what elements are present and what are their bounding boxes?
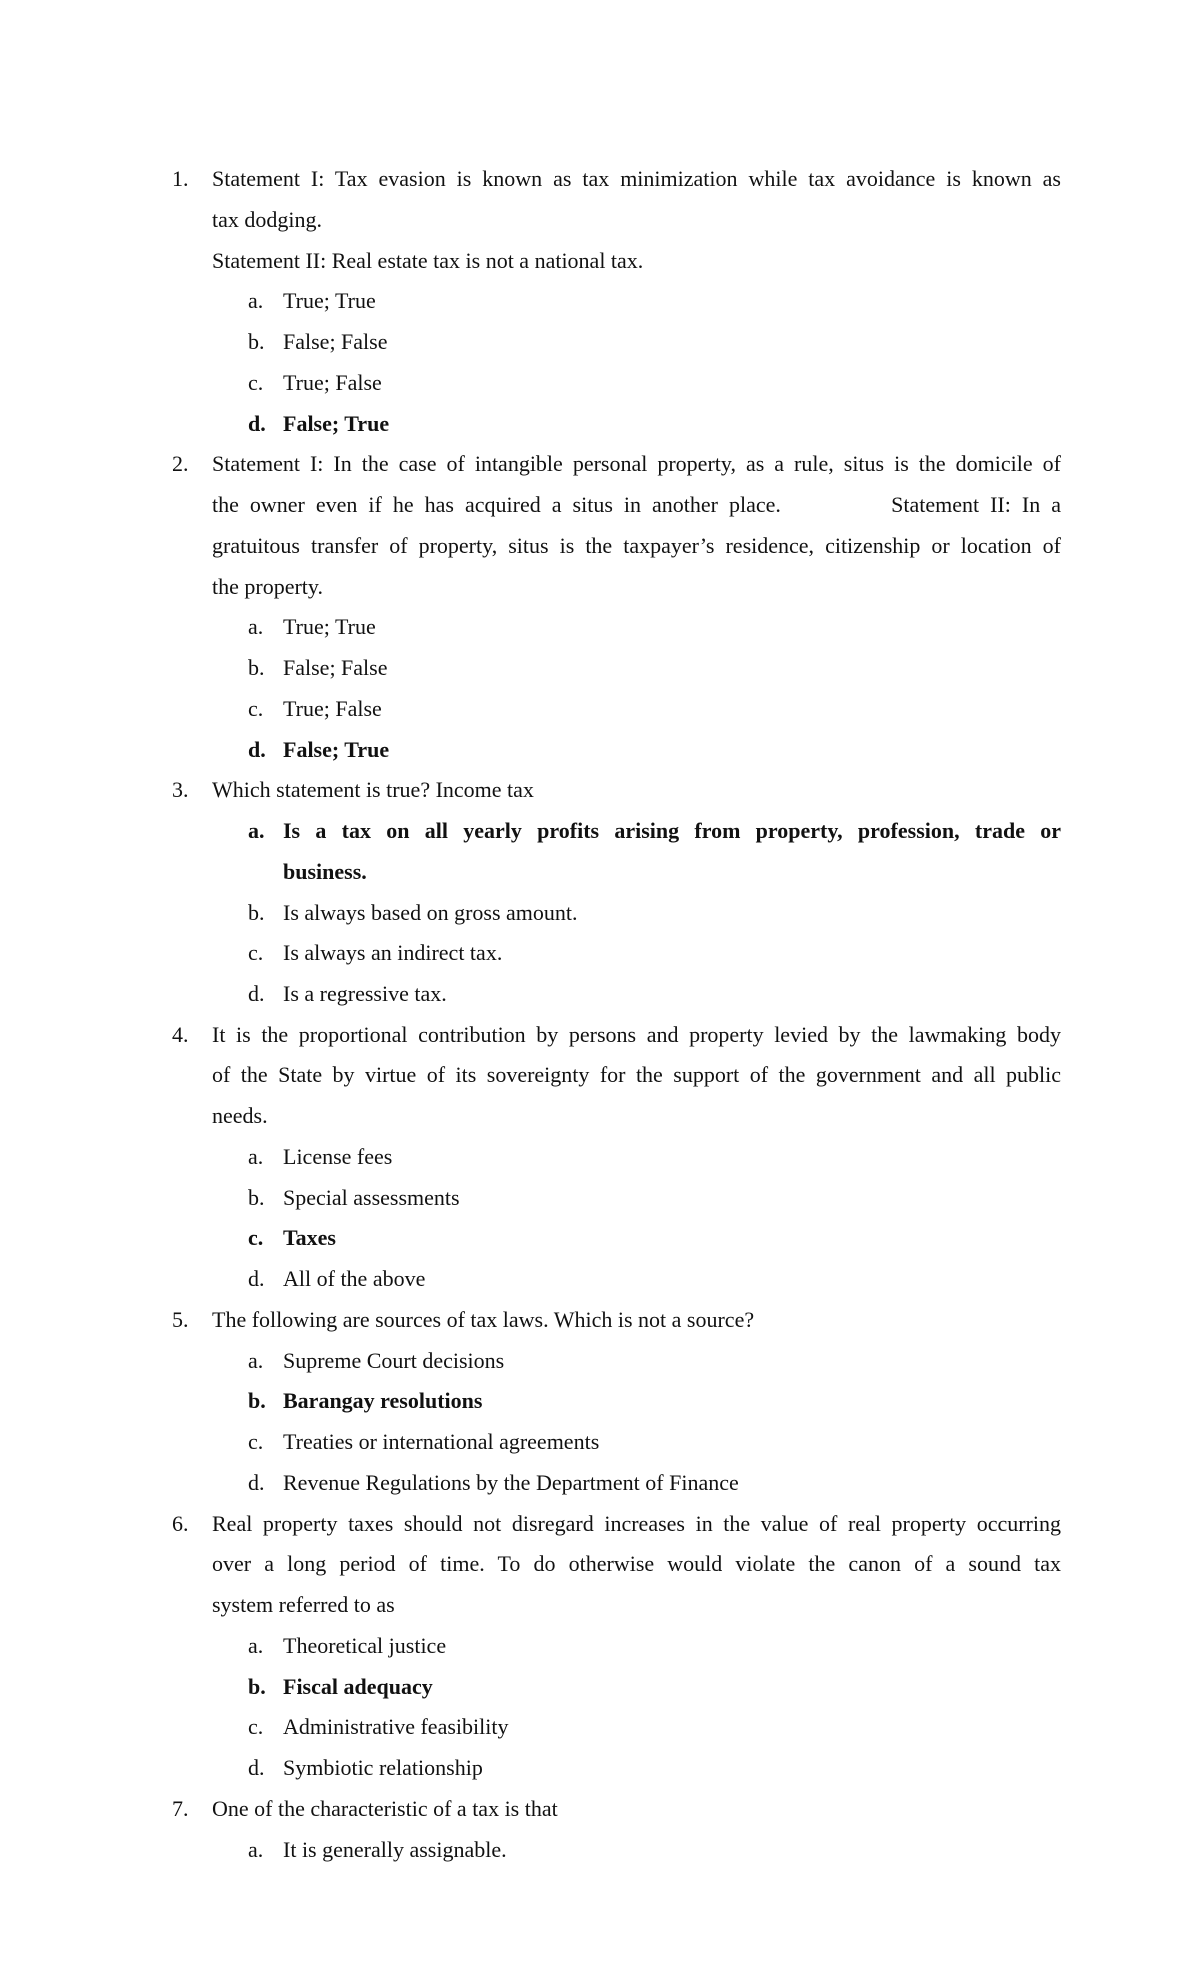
option-text: Revenue Regulations by the Department of Finance [283,1470,739,1495]
option-text: False; False [283,655,388,680]
question-number: 4. [172,1022,189,1047]
option-letter: c. [248,940,264,965]
option-letter: d. [248,411,266,436]
question-text: Which statement is true? Income tax [212,777,534,802]
option-text: Special assessments [283,1185,460,1210]
option-letter: a. [248,1348,264,1373]
option-text: Treaties or international agreements [283,1429,600,1454]
question-number: 3. [172,777,189,802]
question-text: gratuitous transfer of property, situs is the taxpayer’s residence, citizenship or location of [212,533,1061,558]
option-text: License fees [283,1144,393,1169]
option-text: Symbiotic relationship [283,1755,483,1780]
question-text: the owner even if he has acquired a situs in another place. Statement II: In a [212,492,1061,517]
option-text: Is always based on gross amount. [283,900,578,925]
option-text: It is generally assignable. [283,1837,507,1862]
option-text: Theoretical justice [283,1633,447,1658]
option-letter: b. [248,1388,266,1413]
question-number: 1. [172,166,189,191]
option-letter: b. [248,1185,265,1210]
question-number: 7. [172,1796,189,1821]
option-letter: a. [248,614,264,639]
option-letter: c. [248,1714,264,1739]
option-text: Is always an indirect tax. [283,940,503,965]
option-text: True; False [283,370,382,395]
option-text: business. [283,859,367,884]
option-text: Fiscal adequacy [283,1674,433,1699]
option-letter: d. [248,737,266,762]
option-text: False; False [283,329,388,354]
option-letter: b. [248,655,265,680]
option-text: All of the above [283,1266,426,1291]
option-letter: b. [248,1674,266,1699]
option-letter: a. [248,1837,264,1862]
option-letter: d. [248,981,265,1006]
option-letter: c. [248,1429,264,1454]
question-number: 2. [172,451,189,476]
option-letter: a. [248,1633,264,1658]
question-text: The following are sources of tax laws. Which is not a source? [212,1307,755,1332]
option-letter: c. [248,696,264,721]
question-text: of the State by virtue of its sovereignty for the support of the government and all public [212,1062,1061,1087]
option-text: Barangay resolutions [283,1388,483,1413]
option-letter: a. [248,288,264,313]
question-text: tax dodging. [212,207,322,232]
option-text: Administrative feasibility [283,1714,509,1739]
question-text: Statement I: In the case of intangible personal property, as a rule, situs is the domicile of [212,451,1061,476]
question-text: the property. [212,574,323,599]
option-text: True; True [283,614,376,639]
option-text: Taxes [283,1225,336,1250]
option-text: Supreme Court decisions [283,1348,505,1373]
question-text: One of the characteristic of a tax is that [212,1796,558,1821]
question-number: 6. [172,1511,189,1536]
question-number: 5. [172,1307,189,1332]
option-letter: c. [248,1225,264,1250]
option-letter: d. [248,1266,265,1291]
option-text: False; True [283,411,390,436]
option-text: True; False [283,696,382,721]
question-text: Real property taxes should not disregard increases in the value of real property occurring [212,1511,1061,1536]
question-text: Statement II: Real estate tax is not a national tax. [212,248,644,273]
question-text: over a long period of time. To do otherwise would violate the canon of a sound tax [212,1551,1061,1576]
question-text: system referred to as [212,1592,395,1617]
question-text: needs. [212,1103,268,1128]
option-letter: b. [248,329,265,354]
question-text: Statement I: Tax evasion is known as tax minimization while tax avoidance is known as [212,166,1061,191]
option-text: Is a regressive tax. [283,981,447,1006]
option-letter: a. [248,1144,264,1169]
option-letter: d. [248,1755,265,1780]
option-text: False; True [283,737,390,762]
option-letter: a. [248,818,265,843]
option-letter: d. [248,1470,265,1495]
option-letter: b. [248,900,265,925]
option-text: Is a tax on all yearly profits arising from property, profession, trade or [283,818,1061,843]
option-letter: c. [248,370,264,395]
question-text: It is the proportional contribution by persons and property levied by the lawmaking body [212,1022,1061,1047]
option-text: True; True [283,288,376,313]
